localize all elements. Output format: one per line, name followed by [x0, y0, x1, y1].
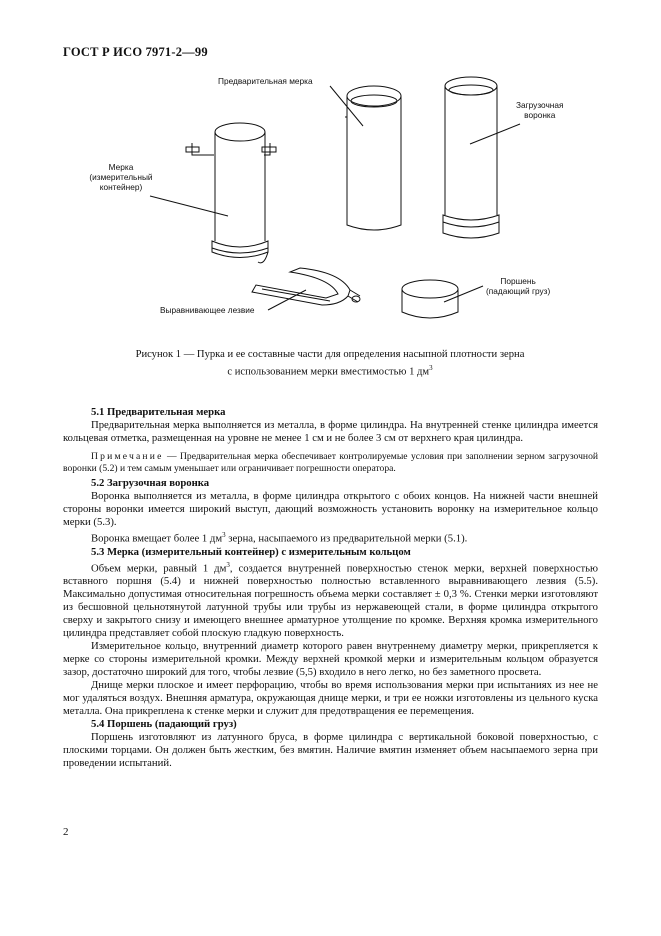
label-piston-line1: Поршень	[500, 276, 536, 286]
section-5-2-paragraph-1: Воронка выполняется из металла, в форме цилиндра открытого с обоих концов. На нижней части внешней стороны воронки имеется широкий выступ, дающий возможность установить воронку на измерительное кольцо мерки (5.3).	[63, 490, 598, 528]
caption-text: с использованием мерки вместимостью 1 дм	[227, 366, 430, 378]
s52-p2-a: Воронка вмещает более 1 дм	[91, 532, 223, 545]
pre-measure-drawing	[330, 86, 401, 230]
label-measure-line2: (измерительный	[89, 172, 153, 182]
caption-superscript: 3	[429, 363, 433, 372]
note	[63, 451, 598, 474]
section-5-3-paragraph-3: Днище мерки плоское и имеет перфорацию, чтобы во время использования мерки при испытаниях из нее не мог удаляться воздух. Внешняя арматура, окружающая днище мерки, и три ее ножки изготовлены из цельного куска металла. Она прикреплена к стенке мерки и служит для предотвращения ее перемещения.	[63, 679, 598, 718]
blade-drawing	[252, 268, 360, 310]
figure-caption-line2	[60, 362, 600, 379]
section-5-2-title: 5.2 Загрузочная воронка	[91, 477, 210, 489]
label-hopper-line2: воронка	[524, 110, 556, 120]
body-text	[63, 406, 598, 770]
section-5-2-paragraph-2	[63, 529, 598, 546]
section-5-3-title: 5.3 Мерка (измерительный контейнер) с измерительным кольцом	[91, 545, 411, 558]
label-measure-line3: контейнер)	[99, 182, 143, 192]
section-5-4-paragraph: Поршень изготовляют из латунного бруса, в форме цилиндра с вертикальной боковой поверхностью, с плоскими торцами. Он должен быть жестким, без вмятин. Наличие вмятин изменяет объем насыпаемого зерна при проведении испытаний.	[63, 731, 598, 770]
measure-container-drawing	[150, 123, 276, 263]
label-measure-line1: Мерка	[108, 162, 134, 172]
page-number: 2	[63, 826, 69, 838]
label-hopper	[516, 100, 563, 120]
note-label: Примечание	[91, 451, 164, 462]
figure-caption	[60, 349, 600, 379]
s53-p1-a: Объем мерки, равный 1 дм	[91, 562, 227, 575]
hopper-drawing	[443, 77, 520, 238]
label-measure	[88, 162, 154, 192]
figure-caption-line1: Рисунок 1 — Пурка и ее составные части для определения насыпной плотности зерна	[135, 349, 525, 360]
label-hopper-line1: Загрузочная	[516, 100, 564, 110]
document-header: ГОСТ Р ИСО 7971-2—99	[63, 45, 208, 59]
s53-p1-b: , создается внутренней поверхностью стенок мерки, верхней поверхностью вставного поршня (5.4) и нижней поверхностью полностью вставленного выравнивающего лезвия (5.5). Максимально допустимая относительная погрешность объема мерки составляет ± 0,3 %. Стенки мерки изготовляют из бесшовной цельнотянутой латунной трубы или трубы из нержавеющей стали, в форме цилиндра открытого сверху и закрытого снизу и имеющего внешнее арматурное утолщение по кромке. Верхняя кромка измерительного цилиндра представляет собой плоскую гладкую поверхность.	[63, 562, 599, 640]
section-5-1-title: 5.1 Предварительная мерка	[91, 406, 226, 418]
section-5-3-paragraph-2: Измерительное кольцо, внутренний диаметр которого равен внутреннему диаметру мерки, прикрепляется к мерке со стороны измерительной кромки. Между верхней кромкой мерки и измерительным кольцом образуется зазор, достаточно широкий для того, чтобы лезвие (5,5) входило в него легко, но без заметного просвета.	[63, 640, 598, 679]
piston-drawing	[402, 280, 483, 318]
section-5-1-paragraph: Предварительная мерка выполняется из металла, в форме цилиндра. На внутренней стенке цилиндра имеется кольцевая отметка, размещенная на уровне не менее 1 см и не более 3 см от верхнего края цилиндра.	[63, 419, 598, 444]
label-piston	[486, 276, 550, 296]
note-text: — Предварительная мерка обеспечивает контролируемые условия при заполнении зерном загрузочной воронки (5.2) и тем самым уменьшает или ограничивает погрешности оператора.	[63, 451, 598, 474]
s53-p1-sup: 3	[226, 560, 230, 569]
s52-p2-b: зерна, насыпаемого из предварительной мерки (5.1).	[225, 532, 468, 545]
s52-p2-sup: 3	[222, 531, 226, 539]
section-5-3-paragraph-1	[63, 559, 598, 641]
label-blade: Выравнивающее лезвие	[160, 305, 255, 315]
label-piston-line2: (падающий груз)	[486, 286, 551, 296]
label-pre-measure: Предварительная мерка	[218, 76, 313, 86]
section-5-4-title: 5.4 Поршень (падающий груз)	[91, 718, 237, 731]
